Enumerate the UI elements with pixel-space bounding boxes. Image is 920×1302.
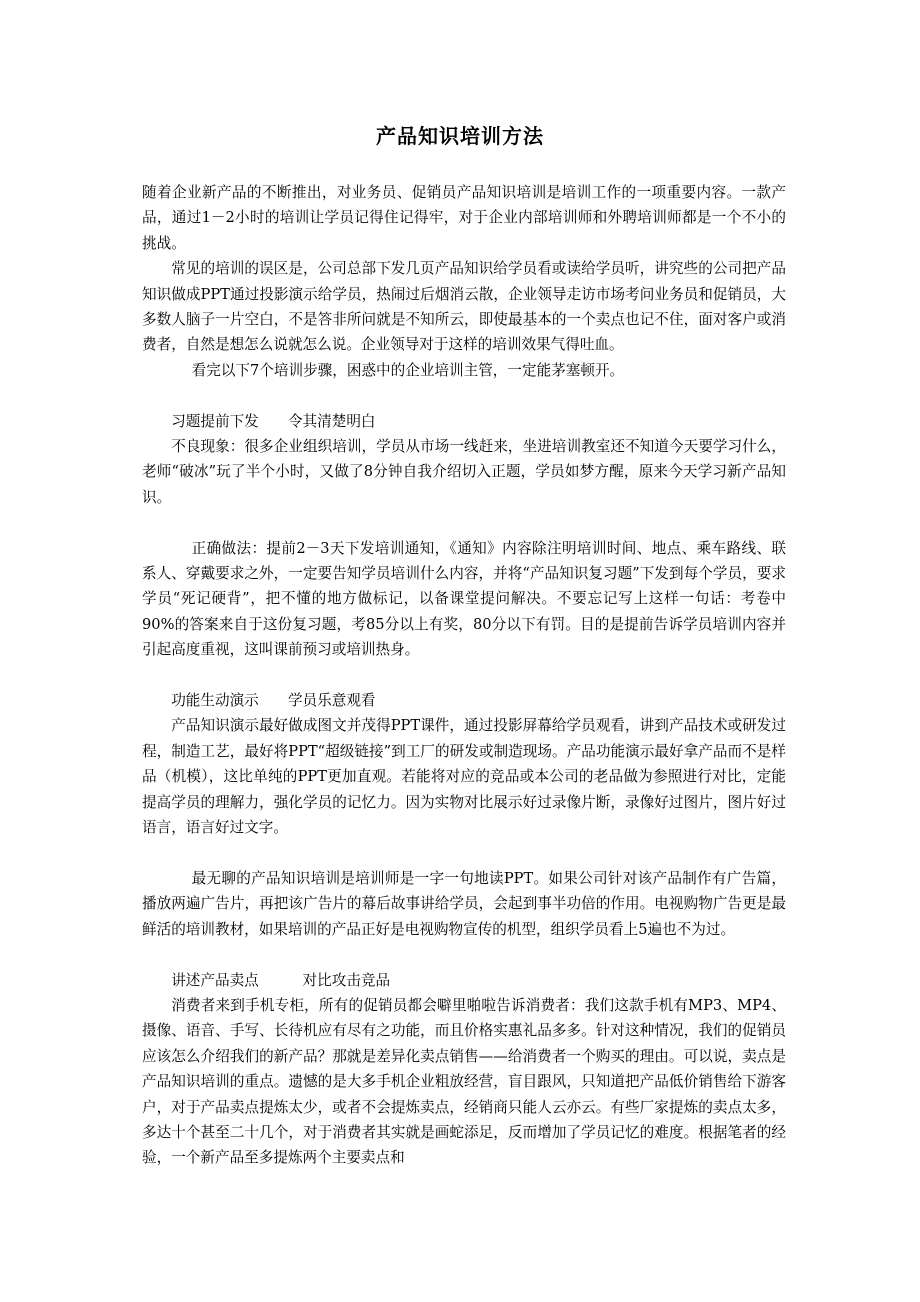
spacer (142, 510, 786, 535)
spacer (142, 663, 786, 688)
intro-paragraph: 常见的培训的误区是，公司总部下发几页产品知识给学员看或读给学员听，讲究些的公司把产品知识做成PPT通过投影演示给学员，热闹过后烟消云散，企业领导走访市场考问业务员和促销员，大多数人脑子一片空白，不是答非所问就是不知所云，即使最基本的一个卖点也记不住，面对客户或消费者，自然是想怎么说就怎么说。企业领导对于这样的培训效果气得吐血。 (142, 260, 786, 354)
section-paragraph: 产品知识演示最好做成图文并茂得PPT课件，通过投影屏幕给学员观看，讲到产品技术或研发过程，制造工艺，最好将PPT“超级链接”到工厂的研发或制造现场。产品功能演示最好拿产品而不是样品（机模），这比单纯的PPT更加直观。若能将对应的竞品或本公司的老品做为参照进行对比，定能提高学员的理解力，强化学员的记忆力。因为实物对比展示好过录像片断，录像好过图片，图片好过语言，语言好过文字。 (142, 717, 786, 837)
section-paragraph: 不良现象：很多企业组织培训，学员从市场一线赶来，坐进培训教室还不知道今天要学习什么，老师“破冰”玩了半个小时，又做了8分钟自我介绍切入正题，学员如梦方醒，原来今天学习新产品知识。 (142, 438, 786, 506)
section-paragraph: 正确做法：提前2－3天下发培训通知，《通知》内容除注明培训时间、地点、乘车路线、联系人、穿戴要求之外，一定要告知学员培训什么内容，并将“产品知识复习题”下发到每个学员，要求学员“死记硬背”，把不懂的地方做标记，以备课堂提问解决。不要忘记写上这样一句话：考卷中90%的答案来自于这份复习题，考85分以上有奖，80分以下有罚。目的是提前告诉学员培训内容并引起高度重视，这叫课前预习或培训热身。 (142, 539, 786, 659)
spacer (142, 942, 786, 967)
section-paragraph: 最无聊的产品知识培训是培训师是一字一句地读PPT。如果公司针对该产品制作有广告篇，播放两遍广告片，再把该广告片的幕后故事讲给学员，会起到事半功倍的作用。电视购物广告更是最鲜活的培训教材，如果培训的产品正好是电视购物宣传的机型，组织学员看上5遍也不为过。 (142, 869, 786, 938)
intro-paragraph: 看完以下7个培训步骤，困惑中的企业培训主管，一定能茅塞顿开。 (191, 361, 625, 379)
section-heading: 讲述产品卖点 对比攻击竞品 (171, 971, 391, 989)
document-body (142, 180, 786, 1171)
section-heading: 习题提前下发 令其清楚明白 (171, 412, 376, 430)
section-paragraph: 消费者来到手机专柜，所有的促销员都会噼里啪啦告诉消费者：我们这款手机有MP3、MP4、摄像、语音、手写、长待机应有尽有之功能，而且价格实惠礼品多多。针对这种情况，我们的促销员应该怎么介绍我们的新产品？那就是差异化卖点销售——给消费者一个购买的理由。可以说，卖点是产品知识培训的重点。遗憾的是大多手机企业粗放经营，盲目跟风，只知道把产品低价销售给下游客户，对于产品卖点提炼太少，或者不会提炼卖点，经销商只能人云亦云。有些厂家提炼的卖点太多，多达十个甚至二十几个，对于消费者其实就是画蛇添足，反而增加了学员记忆的难度。根据笔者的经验，一个新产品至多提炼两个主要卖点和 (142, 996, 786, 1167)
intro-paragraph: 随着企业新产品的不断推出，对业务员、促销员产品知识培训是培训工作的一项重要内容。一款产品，通过1－2小时的培训让学员记得住记得牢，对于企业内部培训师和外聘培训师都是一个不小的挑战。 (142, 184, 786, 252)
section-heading: 功能生动演示 学员乐意观看 (171, 692, 376, 710)
spacer (142, 383, 786, 408)
spacer (142, 841, 786, 866)
document-title: 产品知识培训方法 (376, 124, 544, 148)
